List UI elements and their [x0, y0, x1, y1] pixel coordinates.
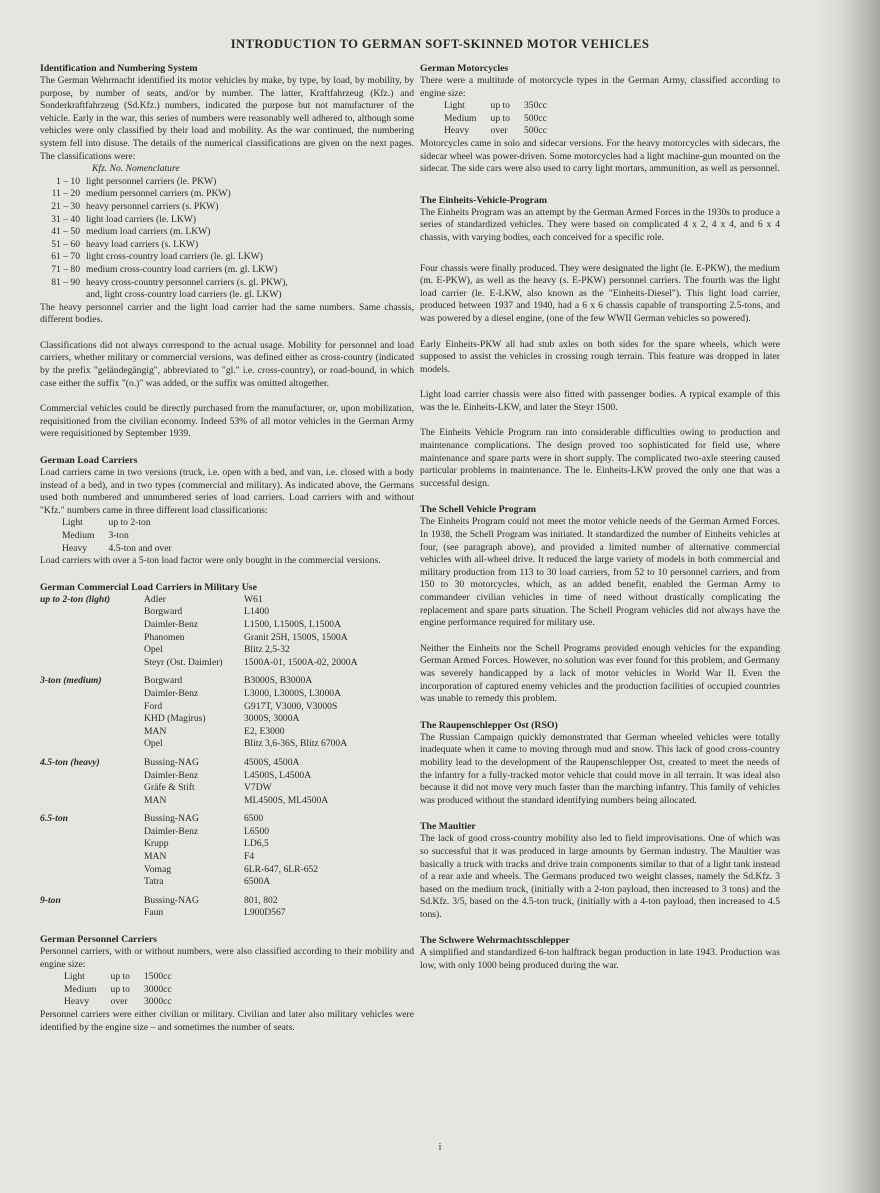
commercial-row-cls: [40, 876, 144, 889]
kfz-row-range: 1 – 10: [56, 175, 80, 187]
commercial-row-make: Gräfe & Stift: [144, 782, 195, 794]
kfz-row-range: 81 – 90: [51, 276, 80, 288]
kfz-row-desc: medium personnel carriers (m. PKW): [86, 188, 231, 200]
commercial-row: [40, 751, 358, 770]
kfz-row-range: 41 – 50: [51, 226, 80, 238]
commercial-row-model: L1400: [244, 606, 270, 618]
page-title: INTRODUCTION TO GERMAN SOFT-SKINNED MOTOR VEHICLES: [230, 37, 650, 51]
commercial-row-cls: [40, 619, 144, 632]
commercial-row-make: Borgward: [144, 675, 183, 687]
motorcycle-class-table: [444, 100, 561, 138]
commercial-row: [40, 826, 358, 839]
paragraph: Early Einheits-PKW all had stub axles on both sides for the spare wheels, which were supposed to assist the vehicles in crossing rough terrain. This feature was dropped in later models.: [420, 338, 780, 375]
commercial-row: [40, 594, 358, 607]
commercial-row: [40, 657, 358, 670]
commercial-row: [40, 738, 358, 751]
personnel-class-row-cls: Medium: [64, 983, 97, 995]
commercial-row-cls: 9-ton: [40, 894, 61, 906]
kfz-row: [40, 201, 288, 214]
commercial-row-make: Vomag: [144, 863, 172, 875]
commercial-row: [40, 726, 358, 739]
commercial-row-cls: [40, 864, 144, 877]
personnel-class-row-cls: Light: [64, 971, 85, 983]
commercial-row-cls: [40, 851, 144, 864]
paragraph: Classifications did not always correspond to the actual usage. Mobility for personnel and load carriers, whether military or commercial versions, was defined either as cross-country (indicated by the prefix "geländegängig", abbreviated to "gl." i.e. cross-country), or road-bound, in which case either the suffix "(o.)" was added, or the suffix was omitted altogether.: [40, 339, 414, 389]
commercial-row-model: L900D567: [244, 907, 286, 919]
left-column: [40, 62, 414, 1034]
kfz-row-range: 11 – 20: [51, 188, 80, 200]
section-heading-motorcycles: German Motorcycles: [420, 63, 509, 74]
commercial-row-cls: [40, 770, 144, 783]
commercial-row: [40, 807, 358, 826]
motorcycle-class-row-val: 500cc: [523, 112, 547, 124]
commercial-row-model: E2, E3000: [244, 725, 285, 737]
kfz-row: [40, 214, 288, 227]
paragraph: The heavy personnel carrier and the light load carrier had the same numbers. Same chassis, different bodies.: [40, 301, 414, 326]
paragraph: Motorcycles came in solo and sidecar versions. For the heavy motorcycles with sidecars, the sidecar wheel was power-driven. Some motorcycles had a light machine-gun mounted on the sidecar. The side cars were also used to carry light mortars, ammunition, as well as personnel.: [420, 137, 780, 175]
kfz-row: [40, 239, 288, 252]
commercial-row-make: Daimler-Benz: [144, 769, 199, 781]
commercial-row: [40, 864, 358, 877]
load-class-row: [62, 530, 186, 543]
section-heading-maultier: The Maultier: [420, 821, 476, 833]
kfz-row-range: [40, 289, 86, 302]
commercial-row-make: Adler: [144, 593, 166, 605]
paragraph: Light load carrier chassis were also fitted with passenger bodies. A typical example of this was the le. Einheits-LKW, and later the Steyr 1500.: [420, 389, 780, 413]
commercial-row: [40, 782, 358, 795]
commercial-row: [40, 606, 358, 619]
commercial-row-model: W61: [244, 593, 263, 605]
motorcycle-class-row: [444, 100, 561, 113]
commercial-row: [40, 669, 358, 688]
commercial-row-model: ML4500S, ML4500A: [244, 794, 329, 806]
commercial-row: [40, 795, 358, 808]
personnel-class-row: [64, 984, 186, 997]
load-class-row: [62, 517, 186, 530]
commercial-row-model: 4500S, 4500A: [244, 756, 300, 768]
commercial-row-make: KHD (Magirus): [144, 713, 206, 725]
kfz-row-desc: light personnel carriers (le. PKW): [86, 175, 217, 187]
section-heading-identification: Identification and Numbering System: [40, 63, 198, 74]
motorcycle-class-row: [444, 113, 561, 126]
commercial-row: [40, 907, 358, 920]
paragraph: Commercial vehicles could be directly purchased from the manufacturer, or, upon mobilization, requisitioned from the civilian economy. Indeed 53% of all motor vehicles in the German Army were requisitioned by September 1939.: [40, 403, 414, 440]
kfz-row-desc: light cross-country load carriers (le. gl. LKW): [86, 251, 263, 263]
commercial-row-cls: 4.5-ton (heavy): [40, 756, 100, 768]
motorcycle-class-row-rel: up to: [490, 100, 510, 112]
commercial-row-cls: [40, 657, 144, 670]
commercial-row-make: Daimler-Benz: [144, 618, 199, 630]
commercial-row-model: L1500, L1500S, L1500A: [244, 618, 342, 630]
kfz-row-range: 61 – 70: [51, 251, 80, 263]
kfz-row: [40, 176, 288, 189]
commercial-row-cls: [40, 826, 144, 839]
binding-shadow: [818, 0, 880, 1193]
commercial-row-model: Blitz 2,5-32: [244, 644, 290, 656]
section-heading-personnel-carriers: German Personnel Carriers: [40, 934, 157, 946]
personnel-class-row: [64, 996, 186, 1009]
kfz-row-range: 51 – 60: [51, 238, 80, 250]
personnel-class-row-rel: up to: [110, 971, 130, 983]
commercial-row-make: Krupp: [144, 838, 169, 850]
commercial-row-model: 3000S, 3000A: [244, 713, 300, 725]
commercial-row-model: Blitz 3,6-36S, Blitz 6700A: [244, 738, 348, 750]
commercial-row-cls: 6.5-ton: [40, 813, 68, 825]
kfz-row-desc: and, light cross-country load carriers (le. gl. LKW): [86, 289, 282, 301]
paragraph: The lack of good cross-country mobility also led to field improvisations. One of which was so successful that it was produced in large amounts by German industry. The Maultier was basically a truck with tracks and drive train components similar to that of a light tank instead of a rear axle and wheels. The Germans produced two weight classes, namely the Sd.Kfz. 3 based on the medium truck, (initially with a 2-ton payload, then increased to 3 tons) and the Sd.Kfz. 3/5, based on the 4.5-ton truck, (initially with a 4-ton payload, then increased to 4.5 tons).: [420, 833, 780, 920]
commercial-row-cls: [40, 738, 144, 751]
commercial-load-carriers-table: [40, 594, 358, 920]
kfz-row-range: 71 – 80: [51, 263, 80, 275]
kfz-row-desc: light load carriers (le. LKW): [86, 213, 197, 225]
commercial-row-cls: [40, 644, 144, 657]
kfz-row-desc: medium cross-country load carriers (m. gl. LKW): [86, 263, 278, 275]
commercial-row-model: 801, 802: [244, 894, 278, 906]
personnel-class-row: [64, 971, 186, 984]
commercial-row: [40, 770, 358, 783]
commercial-row-cls: [40, 701, 144, 714]
paragraph: The German Wehrmacht identified its motor vehicles by make, by type, by load, by mobility, by purpose, by number of seats, and/or by number. The latter, Kraftfahrzeug (Kfz.) and Sonderkraftfahrzeug (Sd.Kfz.) numbers, indicated the purpose but not manufacturer of the vehicle. Early in the war, this series of numbers were reasonably well adhered to, although some vehicles were only classified by their load and mobility. As the war continued, the numbering system fell into disuse. The details of the numerical classifications are given on the next pages. The classifications were:: [40, 75, 414, 162]
commercial-row-cls: [40, 726, 144, 739]
personnel-class-row-rel: over: [110, 996, 128, 1008]
load-class-row-val: up to 2-ton: [108, 517, 151, 529]
personnel-class-row-val: 3000cc: [143, 996, 172, 1008]
kfz-classification-table: [40, 163, 288, 302]
commercial-row-cls: [40, 907, 144, 920]
commercial-row-model: 6500: [244, 813, 264, 825]
kfz-row-desc: heavy cross-country personnel carriers (s. gl. PKW),: [86, 276, 288, 288]
commercial-row-model: Granit 25H, 1500S, 1500A: [244, 631, 348, 643]
personnel-class-table: [64, 971, 186, 1009]
commercial-row-make: Bussing-NAG: [144, 894, 199, 906]
kfz-row-desc: heavy load carriers (s. LKW): [86, 238, 199, 250]
paragraph: The Einheits Vehicle Program ran into considerable difficulties owing to production and maintenance complications. The design proved too sophisticated for field use, where maintenance and spare parts were in short supply. The complicated two-axle steering caused particular problems in maintenance. The le. Einheits-LKW proved the only one that was a successful design.: [420, 427, 780, 489]
paragraph: There were a multitude of motorcycle types in the German Army, classified according to engine size:: [420, 75, 780, 99]
section-heading-schwere-wehrmachtsschlepper: The Schwere Wehrmachtsschlepper: [420, 935, 570, 947]
commercial-row-make: MAN: [144, 851, 167, 863]
commercial-row-model: B3000S, B3000A: [244, 675, 313, 687]
commercial-row: [40, 688, 358, 701]
commercial-row-model: L4500S, L4500A: [244, 769, 312, 781]
load-class-row-cls: Light: [62, 517, 83, 529]
commercial-row-cls: [40, 795, 144, 808]
commercial-row: [40, 644, 358, 657]
commercial-row-model: L3000, L3000S, L3000A: [244, 687, 342, 699]
commercial-row: [40, 876, 358, 889]
commercial-row-cls: [40, 606, 144, 619]
commercial-row-make: Bussing-NAG: [144, 756, 199, 768]
commercial-row-make: Faun: [144, 907, 164, 919]
personnel-class-row-val: 1500cc: [143, 971, 172, 983]
commercial-row-model: F4: [244, 851, 255, 863]
commercial-row-model: LD6,5: [244, 838, 269, 850]
load-class-row: [62, 543, 186, 556]
kfz-row-range: 31 – 40: [51, 213, 80, 225]
section-heading-load-carriers: German Load Carriers: [40, 455, 138, 467]
paragraph: Personnel carriers, with or without numbers, were also classified according to their mobility and engine size:: [40, 946, 414, 970]
commercial-row-model: 1500A-01, 1500A-02, 2000A: [244, 656, 358, 668]
kfz-table-header: Kfz. No. Nomenclature: [92, 163, 180, 175]
commercial-row-make: Steyr (Ost. Daimler): [144, 656, 223, 668]
load-class-row-cls: Heavy: [62, 542, 88, 554]
kfz-row: [40, 188, 288, 201]
kfz-row: [40, 289, 288, 302]
commercial-row-make: Ford: [144, 700, 163, 712]
section-heading-schell: The Schell Vehicle Program: [420, 504, 537, 516]
commercial-row: [40, 619, 358, 632]
commercial-row-model: V7DW: [244, 782, 272, 794]
commercial-row-make: Daimler-Benz: [144, 687, 199, 699]
motorcycle-class-row-cls: Heavy: [444, 125, 470, 137]
paragraph: Neither the Einheits nor the Schell Programs provided enough vehicles for the expanding German Armed Forces. However, no solution was ever found for this problem, and Germany was severely handicapped by a lack of motor vehicles in World War II. Even the incorporation of captured enemy vehicles and the production facilities of occupied countries was unable to remedy this problem.: [420, 642, 780, 705]
load-class-row-val: 4.5-ton and over: [108, 542, 172, 554]
motorcycle-class-row-cls: Light: [444, 100, 465, 112]
commercial-row: [40, 889, 358, 908]
commercial-row-make: Opel: [144, 644, 163, 656]
kfz-row: [40, 277, 288, 290]
commercial-row-cls: [40, 713, 144, 726]
commercial-row-make: MAN: [144, 794, 167, 806]
commercial-row-make: Tatra: [144, 876, 164, 888]
paragraph: A simplified and standardized 6-ton halftrack began production in late 1943. Production was low, with only 1000 being produced during the war.: [420, 947, 780, 972]
kfz-row: [40, 226, 288, 239]
commercial-row-cls: up to 2-ton (light): [40, 593, 111, 605]
commercial-row-model: 6LR-647, 6LR-652: [244, 863, 319, 875]
commercial-row-make: MAN: [144, 725, 167, 737]
kfz-row-range: 21 – 30: [51, 200, 80, 212]
commercial-row-cls: [40, 838, 144, 851]
commercial-row-make: Phanomen: [144, 631, 185, 643]
commercial-row-cls: [40, 782, 144, 795]
page-number: i: [438, 1142, 442, 1153]
motorcycle-class-row: [444, 125, 561, 138]
motorcycle-class-row-val: 350cc: [523, 100, 547, 112]
commercial-row: [40, 838, 358, 851]
load-class-row-cls: Medium: [62, 530, 95, 541]
commercial-row-make: Opel: [144, 738, 163, 750]
commercial-row-cls: [40, 688, 144, 701]
kfz-row-desc: heavy personnel carriers (s. PKW): [86, 200, 219, 212]
paragraph: The Einheits Program could not meet the motor vehicle needs of the German Armed Forces. In 1938, the Schell Program was initiated. It standardized the number of Einheits vehicles at four, (see paragraph above), and provided a limited number of alternative commercial vehicles with all-wheel drive. It reduced the large variety of models in both commercial and military production from 113 to 30 load carriers, from 52 to 10 personnel carriers, and from 150 to 30 motorcycles, which, as an added benefit, enabled the German Army to commandeer civilian vehicles in time of need without drastically complicating the replacement and spare parts situation. The Schell Program vehicles did not always have the engine performance required for military use.: [420, 516, 780, 629]
kfz-row: [40, 251, 288, 264]
section-heading-einheits: The Einheits-Vehicle-Program: [420, 194, 548, 206]
commercial-row-make: Bussing-NAG: [144, 813, 199, 825]
right-column: [420, 62, 780, 973]
commercial-row-make: Daimler-Benz: [144, 825, 199, 837]
motorcycle-class-row-val: 500cc: [523, 125, 547, 137]
kfz-row-desc: medium load carriers (m. LKW): [86, 226, 211, 238]
commercial-row-cls: 3-ton (medium): [40, 675, 102, 687]
paragraph: The Einheits Program was an attempt by the German Armed Forces in the 1930s to produce a series of standardized vehicles. They were based on complicated 4 x 2, 4 x 4, and 6 x 4 chassis, with varying bodies, each conceived for a specific role.: [420, 206, 780, 243]
paragraph: The Russian Campaign quickly demonstrated that German wheeled vehicles were totally inadequate when it came to moving through mud and snow. This lack of good cross-country mobility lead to the development of the Raupenschlepper Ost, created to meet the needs of the infantry for a fully-tracked motor vehicle that could move in all terrain. It was ideal also because it did not move very much faster than the marching infantry. This family of vehicles was produced without the standard identifying numbers being allocated.: [420, 731, 780, 806]
commercial-row: [40, 851, 358, 864]
motorcycle-class-row-rel: over: [490, 125, 508, 137]
commercial-row-model: 6500A: [244, 876, 271, 888]
paragraph: Load carriers came in two versions (truck, i.e. open with a bed, and van, i.e. closed with a body instead of a bed), and in two types (commercial and military). As indicated above, the Germans used both numbered and unnumbered series of load carriers. Load carriers with and without "Kfz." numbers came in three different load classifications:: [40, 467, 414, 516]
paragraph: Load carriers with over a 5-ton load factor were only bought in the commercial versions.: [40, 555, 381, 567]
commercial-row-make: Borgward: [144, 606, 183, 618]
personnel-class-row-cls: Heavy: [64, 996, 90, 1008]
commercial-row: [40, 713, 358, 726]
motorcycle-class-row-rel: up to: [490, 112, 510, 124]
commercial-row-model: G917T, V3000, V3000S: [244, 700, 338, 712]
commercial-row: [40, 632, 358, 645]
commercial-row-model: L6500: [244, 825, 270, 837]
personnel-class-row-val: 3000cc: [143, 983, 172, 995]
commercial-row: [40, 701, 358, 714]
section-heading-rso: The Raupenschlepper Ost (RSO): [420, 719, 558, 731]
load-class-table: [62, 517, 186, 555]
kfz-row: [40, 264, 288, 277]
load-class-row-val: 3-ton: [108, 530, 129, 541]
paragraph: Personnel carriers were either civilian or military. Civilian and later also military vehicles were identified by the engine size – and sometimes the number of seats.: [40, 1009, 414, 1033]
paragraph: Four chassis were finally produced. They were designated the light (le. E-PKW), the medium (m. E-PKW), as well as the heavy (s. E-PKW) personnel carriers. The fourth was the light load carrier (le. E-LKW, also known as the "Einheits-Diesel"). This light load carrier, produced between 1937 and 1940, had a 6 x 6 chassis capable of transporting 2.5-tons, and was powered by a diesel engine, (one of the few WWII German vehicles so powered).: [420, 262, 780, 324]
section-heading-commercial-load-carriers: German Commercial Load Carriers in Military Use: [40, 581, 257, 593]
commercial-row-cls: [40, 632, 144, 645]
personnel-class-row-rel: up to: [110, 983, 130, 995]
motorcycle-class-row-cls: Medium: [444, 112, 477, 124]
